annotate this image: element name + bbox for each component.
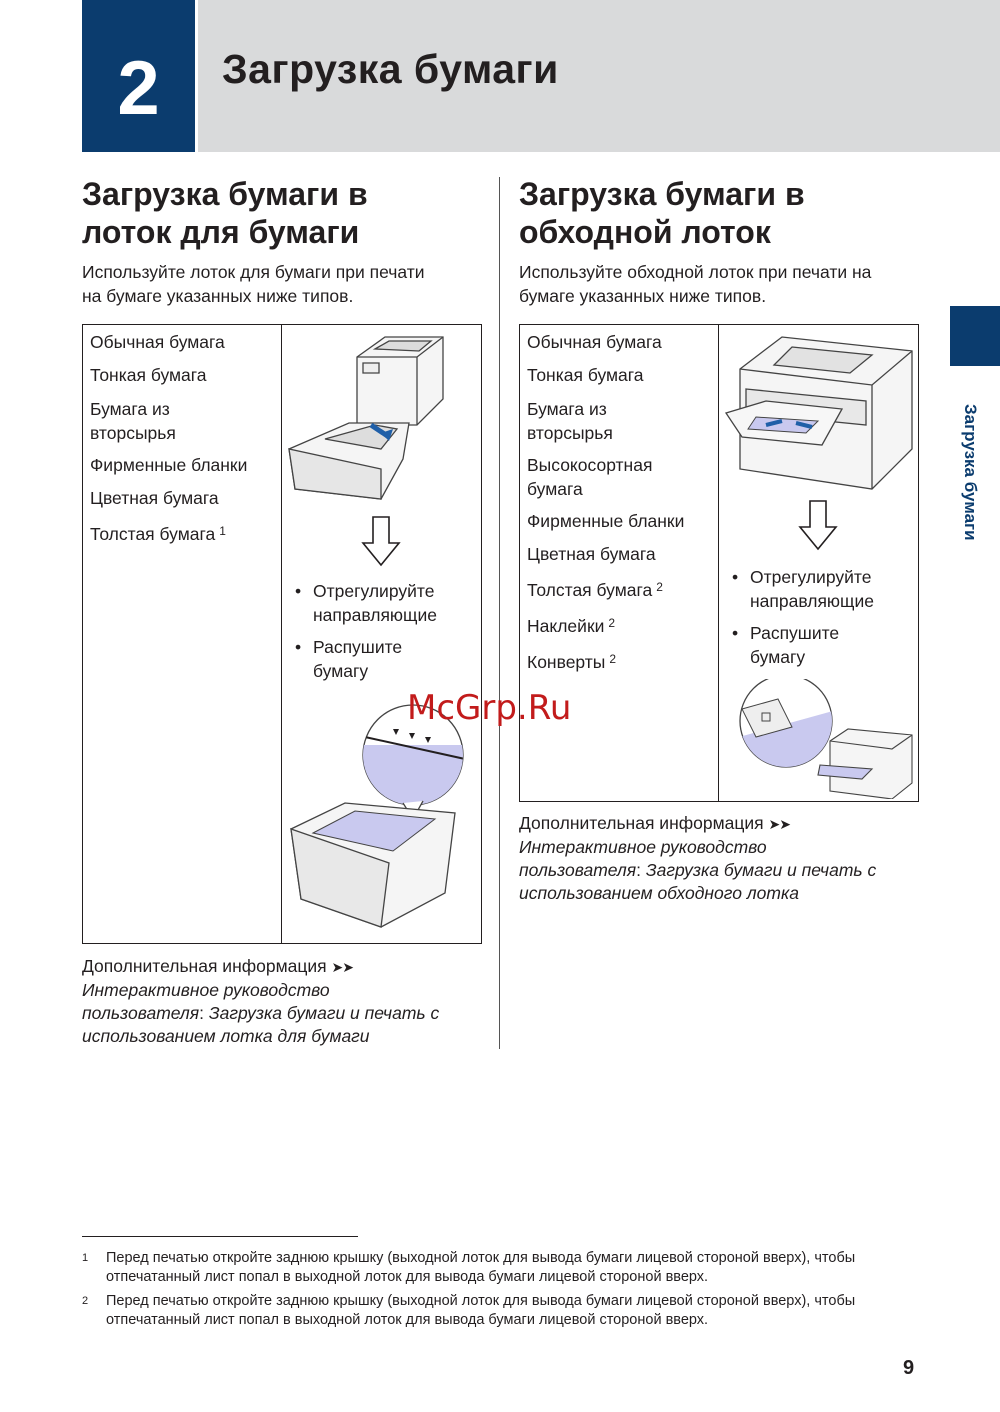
left-heading-line2: лоток для бумаги [82, 214, 360, 250]
right-paper-type: Цветная бумага [527, 544, 656, 564]
left-intro-line2: на бумаге указанных ниже типов. [82, 286, 354, 306]
side-tab-number: 2 [961, 368, 991, 383]
right-paper-table [519, 324, 919, 802]
right-heading-line1: Загрузка бумаги в [519, 176, 805, 212]
more-info-separator: : [636, 860, 646, 880]
left-paper-type: Фирменные бланки [90, 455, 248, 475]
chapter-title: Загрузка бумаги [222, 46, 559, 92]
down-arrow-icon [798, 499, 838, 553]
left-intro-line1: Используйте лоток для бумаги при печати [82, 262, 425, 282]
right-paper-type: Конверты $^2$ [527, 652, 617, 672]
more-info-link[interactable]: использованием обходного лотка [519, 883, 799, 903]
tray-printer-illustration [285, 329, 479, 511]
left-paper-type: Тонкая бумага [90, 365, 207, 385]
double-arrow-icon: ➤➤ [331, 959, 353, 975]
more-info-link[interactable]: Загрузка бумаги и печать с [208, 1003, 440, 1023]
more-info-link[interactable]: использованием лотка для бумаги [82, 1026, 370, 1046]
right-intro-line2: бумаге указанных ниже типов. [519, 286, 767, 306]
right-paper-type: Толстая бумага $^2$ [527, 580, 663, 600]
left-section-heading [82, 175, 492, 251]
double-arrow-icon: ➤➤ [768, 816, 790, 832]
footnote-ref: 2 [608, 616, 616, 630]
more-info-label: Дополнительная информация [519, 813, 764, 833]
left-paper-type: Бумага из вторсырья [90, 399, 176, 443]
left-paper-type: Толстая бумага $^1$ [90, 524, 226, 544]
table-column-separator [718, 325, 719, 801]
left-bullet: • Распушите бумагу [295, 637, 403, 681]
left-paper-type: Цветная бумага [90, 488, 219, 508]
more-info-separator: : [199, 1003, 209, 1023]
footnote-ref: 2 [609, 652, 617, 666]
right-paper-type: Тонкая бумага [527, 365, 644, 385]
more-info-link[interactable]: Интерактивное руководство [519, 837, 767, 857]
right-paper-type: Фирменные бланки [527, 511, 685, 531]
watermark: McGrp.Ru [407, 688, 572, 728]
right-section-heading [519, 175, 939, 251]
column-divider [499, 177, 500, 1049]
mp-tray-zoom-illustration [722, 679, 916, 799]
footnote: 2 Перед печатью откройте заднюю крышку (выходной лоток для вывода бумаги лицевой стороной вверх), чтобы отпечатанный лист попал в выходной лоток для вывода бумаги лицевой стороной вверх. [82, 1293, 856, 1328]
left-paper-type: Обычная бумага [90, 332, 225, 352]
right-bullet: • Распушите бумагу [732, 623, 840, 667]
table-column-separator [281, 325, 282, 943]
right-intro [519, 260, 939, 308]
footnote-ref: 2 [656, 580, 663, 594]
right-heading-line2: обходной лоток [519, 214, 771, 250]
right-paper-type: Высокосортная бумага [527, 455, 653, 499]
paper-tray-zoom-illustration [285, 693, 479, 939]
more-info-link[interactable]: пользователя [82, 1003, 200, 1023]
mp-tray-printer-illustration [722, 329, 916, 499]
left-heading-line1: Загрузка бумаги в [82, 176, 368, 212]
right-intro-line1: Используйте обходной лоток при печати на [519, 262, 872, 282]
right-more-info [519, 812, 939, 905]
right-bullet: • Отрегулируйте направляющие [732, 567, 874, 611]
down-arrow-icon [361, 515, 401, 569]
right-paper-type: Наклейки $^2$ [527, 616, 616, 636]
chapter-number: 2 [117, 45, 160, 131]
footnote-ref: 1 [219, 524, 226, 538]
page-number: 9 [903, 1357, 915, 1379]
more-info-label: Дополнительная информация [82, 956, 327, 976]
more-info-link[interactable]: Интерактивное руководство [82, 980, 330, 1000]
side-tab-marker [950, 306, 1000, 366]
footnote-mark: 2 [82, 1295, 89, 1307]
footnote-mark: 1 [82, 1252, 89, 1264]
footnote-rule [82, 1236, 358, 1237]
more-info-link[interactable]: Загрузка бумаги и печать с [645, 860, 877, 880]
footnote: 1 Перед печатью откройте заднюю крышку (выходной лоток для вывода бумаги лицевой стороной вверх), чтобы отпечатанный лист попал в выходной лоток для вывода бумаги лицевой стороной вверх. [82, 1250, 856, 1285]
left-more-info [82, 955, 492, 1048]
more-info-link[interactable]: пользователя [519, 860, 637, 880]
left-intro [82, 260, 492, 308]
side-tab-label: Загрузка бумаги [961, 404, 980, 541]
right-paper-type: Бумага из вторсырья [527, 399, 613, 443]
left-bullet: • Отрегулируйте направляющие [295, 581, 437, 625]
right-paper-type: Обычная бумага [527, 332, 662, 352]
chapter-number-box [82, 0, 195, 152]
left-paper-table [82, 324, 482, 944]
